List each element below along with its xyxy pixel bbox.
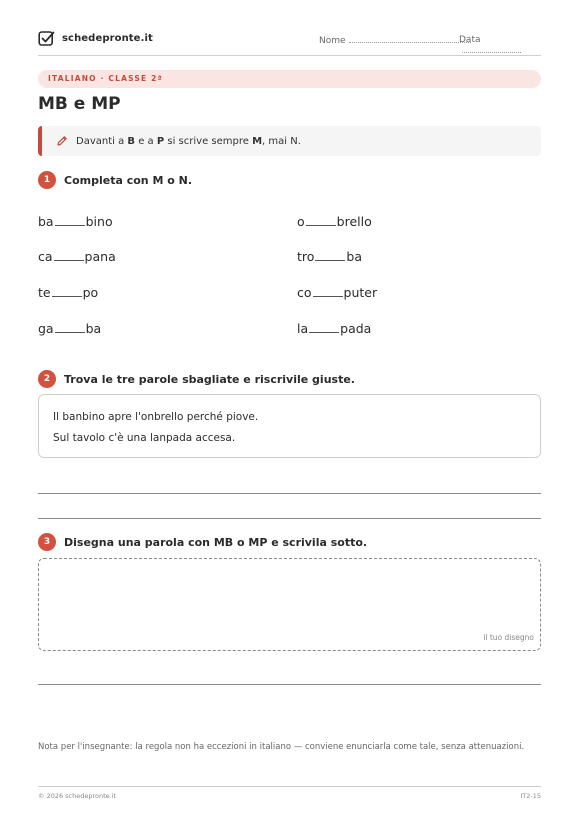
name-label: Nome (319, 36, 346, 46)
section-title: Disegna una parola con MB o MP e scrivila sotto. (64, 535, 368, 549)
date-blank[interactable] (462, 45, 521, 53)
name-blank[interactable] (349, 35, 471, 43)
page-footer (38, 786, 541, 800)
section-2-header (38, 370, 355, 388)
page-header (38, 30, 541, 56)
copyright: © 2026 schedepronte.it (38, 792, 117, 800)
pencil-icon (56, 135, 68, 147)
section-1-header (38, 171, 192, 189)
blank-gap[interactable] (313, 287, 343, 297)
blank-gap[interactable] (55, 216, 85, 226)
rule-callout (38, 126, 541, 156)
writing-line[interactable] (38, 684, 541, 685)
section-title: Completa con M o N. (64, 173, 192, 187)
page-title: MB e MP (38, 94, 121, 114)
drawing-area[interactable] (38, 558, 541, 651)
section-title: Trova le tre parole sbagliate e riscrivile giuste. (64, 372, 355, 386)
word-item: o brello (297, 214, 372, 229)
sentence: Il banbino apre l'onbrello perché piove. (53, 411, 259, 423)
worksheet-code: IT2-15 (520, 792, 541, 800)
word-item: ca pana (38, 249, 116, 264)
blank-gap[interactable] (52, 287, 82, 297)
teacher-note: Nota per l'insegnante: la regola non ha eccezioni in italiano — conviene enunciarla come tale, senza attenuazioni. (38, 742, 525, 752)
writing-line[interactable] (38, 518, 541, 519)
brand (38, 30, 153, 47)
subject-badge: ITALIANO · CLASSE 2ª (38, 70, 541, 88)
section-number: 2 (38, 370, 56, 388)
word-item: tro ba (297, 249, 363, 264)
blank-gap[interactable] (54, 251, 84, 261)
writing-line[interactable] (38, 493, 541, 494)
rule-text: Davanti a B e a P si scrive sempre M, mai N. (76, 135, 301, 147)
drawing-hint: il tuo disegno (483, 633, 534, 642)
section-number: 1 (38, 171, 56, 189)
name-field[interactable] (319, 35, 471, 46)
blank-gap[interactable] (55, 323, 85, 333)
word-item: ga ba (38, 321, 102, 336)
date-field[interactable] (459, 35, 541, 56)
brand-name: schedepronte.it (62, 33, 153, 44)
word-item: co puter (297, 285, 378, 300)
blank-gap[interactable] (306, 216, 336, 226)
sentence: Sul tavolo c'è una lanpada accesa. (53, 432, 236, 444)
section-number: 3 (38, 533, 56, 551)
word-item: ba bino (38, 214, 113, 229)
sentence-box (38, 394, 541, 458)
blank-gap[interactable] (315, 251, 345, 261)
date-label: Data (459, 35, 481, 45)
section-3-header (38, 533, 367, 551)
checkbox-logo-icon (38, 30, 55, 47)
word-item: te po (38, 285, 99, 300)
blank-gap[interactable] (309, 323, 339, 333)
word-item: la pada (297, 321, 372, 336)
